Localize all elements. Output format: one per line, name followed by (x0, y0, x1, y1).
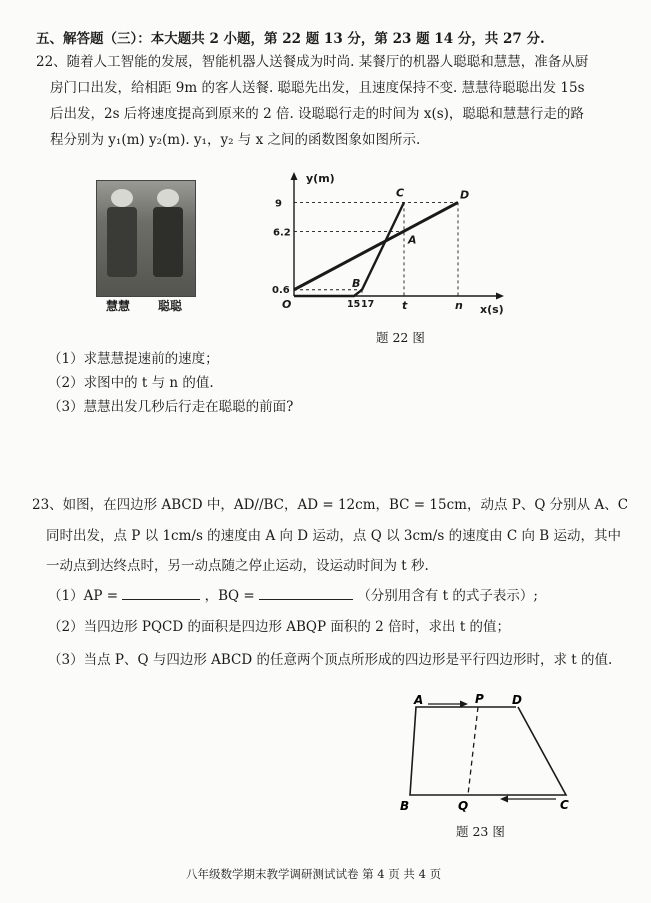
section-heading: 五、解答题（三）：本大题共 2 小题，第 22 题 13 分，第 23 题 14 分，共 27 分. (36, 31, 545, 47)
q23-figure-caption: 题 23 图 (456, 824, 505, 839)
pq-dashed-line (468, 707, 478, 795)
q22-line-3: 后出发，2s 后将速度提高到原来的 2 倍. 设聪聪行走的时间为 x(s)，聪聪和慧慧行走的路 (50, 106, 584, 122)
vertex-b: B (400, 799, 410, 813)
q23-trapezoid-figure (396, 692, 596, 822)
photo-label-huihui: 慧慧 (106, 299, 131, 313)
point-p: P (475, 692, 484, 706)
x-tick-15: 15 (347, 299, 361, 310)
trapezoid-outline (410, 707, 566, 795)
y-axis-label: y(m) (306, 172, 335, 185)
origin-label: O (282, 298, 292, 311)
q22-line-1: 22、随着人工智能的发展，智能机器人送餐成为时尚. 某餐厅的机器人聪聪和慧慧，准备从厨 (36, 54, 589, 70)
arrow-cq-head (500, 796, 508, 803)
vertex-d: D (512, 693, 522, 707)
x-axis-arrow (496, 293, 504, 300)
point-q: Q (458, 799, 469, 813)
photo-label-congcong: 聪聪 (158, 299, 183, 313)
point-label-d: D (460, 188, 470, 202)
q23-sub1-prefix: （1）AP = (48, 588, 119, 604)
q23-line-3: 一动点到达终点时，另一动点随之停止运动，设运动时间为 t 秒. (46, 558, 429, 574)
x-tick-17: 17 (361, 299, 375, 310)
q23-line-1: 23、如图，在四边形 ABCD 中，AD//BC，AD = 12cm，BC = 15cm，动点 P、Q 分别从 A、C (32, 497, 629, 513)
x-axis-label: x(s) (480, 303, 504, 316)
q22-sub-3: （3）慧慧出发几秒后行走在聪聪的前面? (48, 399, 294, 415)
q23-sub-1 (48, 586, 538, 605)
point-label-a: A (408, 233, 417, 247)
x-tick-n: n (455, 299, 463, 312)
q22-figure-caption: 题 22 图 (376, 330, 425, 345)
series-line-congcong (294, 202, 458, 289)
y-tick-0-6: 0.6 (272, 284, 290, 296)
y-axis-arrow (291, 172, 298, 180)
q22-graph (270, 168, 510, 318)
point-label-c: C (396, 186, 405, 200)
page-footer: 八年级数学期末教学调研测试试卷 第 4 页 共 4 页 (186, 867, 442, 881)
q22-line-2: 房门口出发，给相距 9m 的客人送餐. 聪聪先出发，且速度保持不变. 慧慧待聪聪出发 15s (50, 80, 585, 96)
q23-sub-3: （3）当点 P、Q 与四边形 ABCD 的任意两个顶点所形成的四边形是平行四边形时，求 t 的值. (48, 652, 613, 668)
vertex-c: C (560, 798, 569, 812)
x-tick-t: t (402, 299, 408, 312)
q22-sub-1: （1）求慧慧提速前的速度； (48, 351, 219, 367)
robot-photo (96, 180, 196, 297)
q23-sub1-middle: ，BQ = (204, 588, 255, 604)
answer-blank-bq[interactable] (259, 586, 353, 600)
q22-sub-2: （2）求图中的 t 与 n 的值. (48, 375, 214, 391)
y-tick-6-2: 6.2 (273, 227, 291, 239)
q23-sub-2: （2）当四边形 PQCD 的面积是四边形 ABQP 面积的 2 倍时，求出 t 的值； (48, 619, 511, 635)
point-label-b: B (352, 276, 361, 290)
answer-blank-ap[interactable] (122, 586, 200, 600)
y-tick-9: 9 (275, 198, 282, 210)
q23-line-2: 同时出发，点 P 以 1cm/s 的速度由 A 向 D 运动，点 Q 以 3cm/s 的速度由 C 向 B 运动，其中 (46, 528, 621, 544)
vertex-a: A (414, 693, 424, 707)
q22-line-4: 程分别为 y₁(m) y₂(m). y₁，y₂ 与 x 之间的函数图象如图所示. (50, 132, 421, 148)
q23-sub1-suffix: （分别用含有 t 的式子表示）; (357, 588, 538, 604)
